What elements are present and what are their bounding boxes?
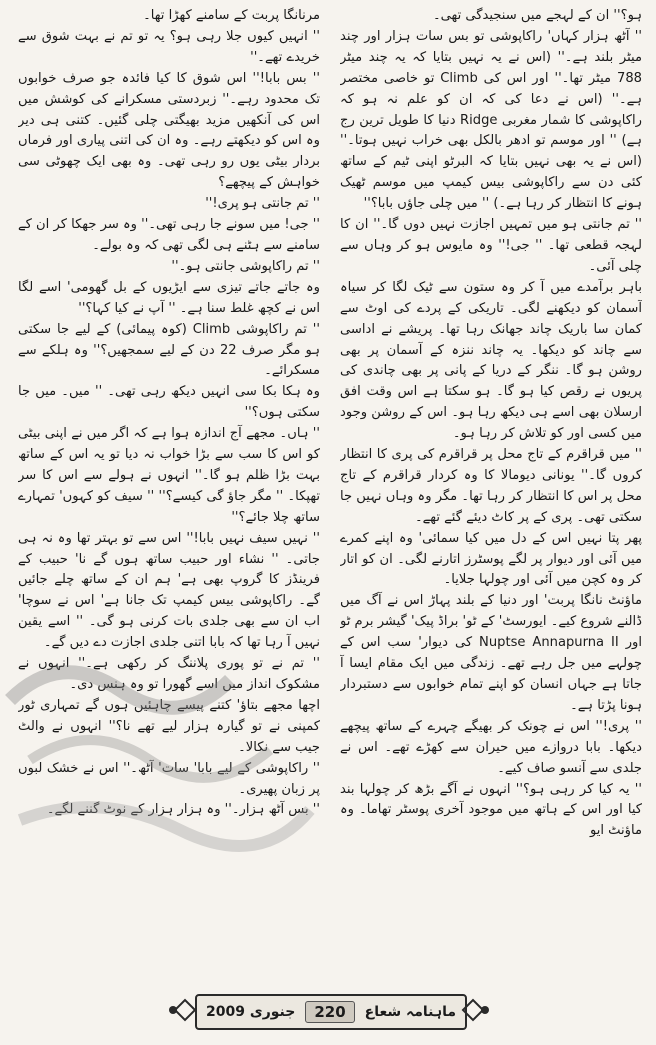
paragraph: ماؤنٹ نانگا پربت' اور دنیا کے بلند پہاڑ اس نے آگ میں ڈالنے شروع کیے۔ ایورسٹ' کے ٹو' براڈ پیک' گیشر برم ٹو اور Nuptse Annapurna II کی دیوار' سب اس کے چولہے میں جل رہے تھے۔ زندگی میں ایک مقام ایسا آ جاتا ہے جہاں انسان کو اپنے تمام خوابوں سے دستبردار ہونا پڑتا ہے۔ xyxy=(340,593,642,713)
paragraph: '' یہ کیا کر رہی ہو؟'' انہوں نے آگے بڑھ کر چولہا بند کیا اور اس کے ہاتھ میں موجود آخری پوسٹر تھاما۔ وہ ماؤنٹ ایو xyxy=(340,781,642,839)
paragraph: '' تم راکاپوشی جانتی ہو۔'' xyxy=(171,258,320,274)
paragraph: '' راکاپوشی کے لیے بابا' سات' آٹھ۔'' اس نے خشک لبوں پر زبان پھیری۔ xyxy=(18,760,320,797)
paragraph: '' تم نے تو پوری پلاننگ کر رکھی ہے۔'' انہوں نے مشکوک انداز میں اسے گھورا تو وہ ہنس دی۔ xyxy=(18,656,320,692)
page-number: 220 xyxy=(305,1001,354,1023)
paragraph: وہ ہکا بکا سی انہیں دیکھ رہی تھی۔ '' میں۔ میں جا سکتی ہوں؟'' xyxy=(18,384,320,421)
page-footer xyxy=(195,994,467,1030)
magazine-name: ماہنامہ شعاع xyxy=(364,1004,456,1020)
paragraph: پھر پتا نہیں اس کے دل میں کیا سمائی' وہ اپنے کمرے میں آئی اور دیوار پر لگے پوسٹرز اتارنے لگی۔ ان کو اتار کر وہ کچن میں آئی اور چولہا جلایا۔ xyxy=(340,530,642,588)
paragraph: مرنانگا پربت کے سامنے کھڑا تھا۔ xyxy=(143,8,320,23)
paragraph: '' پری!'' اس نے چونک کر بھیگے چہرے کے ساتھ پیچھے دیکھا۔ بابا دروازے میں حیران سے کھڑے تھے۔ اس نے جلدی سے آنسو صاف کیے۔ xyxy=(340,718,642,776)
issue-date: جنوری 2009 xyxy=(206,1004,296,1020)
paragraph: '' تم جانتی ہو پری!'' xyxy=(205,196,320,212)
paragraph: '' انہیں کیوں جلا رہی ہو؟ یہ تو تم نے بہت شوق سے خریدے تھے۔'' xyxy=(18,28,320,65)
paragraph: '' میں قراقرم کے تاج محل پر قراقرم کی پری کا انتظار کروں گا۔'' یونانی دیومالا کا وہ کردار قراقرم کے تاج محل پر اس کا انتظار کر رہا تھا۔ مگر وہ وہاں نہیں جا سکتی تھی۔ پری کے پر کاٹ دیئے گئے تھے۔ xyxy=(340,447,642,525)
paragraph: '' آٹھ ہزار کہاں' راکاپوشی تو بس سات ہزار اور چند میٹر بلند ہے۔'' (اس نے یہ نہیں بتایا کہ یہ چند میٹر 788 میٹر تھا۔'' اور اس کی Climb تو خاصی مختصر ہے۔'' (اس نے دعا کی کہ ان کو علم نہ ہو کہ راکاپوشی کا شمار مغربی Ridge دنیا کا طویل ترین رج ہے) '' اور موسم تو ادھر بالکل بھی خراب نہیں ہوتا۔'' (اس نے یہ بھی نہیں بتایا کہ البرٹو اپنی ٹیم کے ساتھ کئی دن سے راکاپوشی بیس کیمپ میں موسم ٹھیک ہونے کا انتظار کر رہا ہے۔) '' میں چلی جاؤں بابا؟'' xyxy=(340,28,642,212)
paragraph: ہو؟'' ان کے لہجے میں سنجیدگی تھی۔ xyxy=(432,8,642,23)
paragraph: '' بس بابا!'' اس شوق کا کیا فائدہ جو صرف خوابوں تک محدود رہے۔'' زبردستی مسکرانے کی کوشش میں اس کی آنکھیں مزید بھیگتی چلی گئیں۔ کتنی ہی دیر وہ اس کو دیکھتے رہے۔ وہ ان کی اتنی پیاری اور فرماں بردار بیٹی یوں رو رہی تھی۔ وہ بھی ایک چھوٹی سی خواہش کے پیچھے؟ xyxy=(18,70,320,191)
paragraph: '' بس آٹھ ہزار۔'' وہ ہزار ہزار کے نوٹ گننے لگے۔ xyxy=(46,802,320,818)
paragraph: '' جی! میں سونے جا رہی تھی۔'' وہ سر جھکا کر ان کے سامنے سے ہٹنے ہی لگی تھی کہ وہ بولے۔ xyxy=(18,217,320,253)
paragraph: وہ جاتے جاتے تیزی سے ایڑیوں کے بل گھومی' اسے لگا اس نے کچھ غلط سنا ہے۔ '' آپ نے کیا کہا؟'' xyxy=(18,279,320,316)
paragraph: اچھا مجھے بتاؤ' کتنے پیسے چاہئیں ہوں گے تمہاری ٹور کمپنی نے تو گیارہ ہزار لیے تھے نا؟'' انہوں نے والٹ جیب سے نکالا۔ xyxy=(18,697,320,755)
left-ornament-icon xyxy=(167,996,197,1024)
left-text-column xyxy=(18,6,320,981)
paragraph: '' تم راکاپوشی Climb (کوہ پیمائی) کے لیے جا سکتی ہو مگر صرف 22 دن کے لیے سمجھیں؟'' وہ ہلکے سے مسکرائے۔ xyxy=(18,321,320,379)
paragraph: باہر برآمدے میں آ کر وہ ستون سے ٹیک لگا کر سیاہ آسمان کو دیکھنے لگی۔ تاریکی کے پردے کی اوٹ سے کمان سا باریک چاند جھانک رہا تھا۔ پریشے نے اداسی سے چاند کو دیکھا۔ یہ چاند ننزہ کے آسمان پر بھی روشن ہو گا۔ ننگر کے دریا کے پانی پر بھی چاندی کی پریوں نے رقص کیا ہو گا۔ ہو سکتا ہے اس وقت افق ارسلان بھی اسے ہی دیکھ رہا ہو۔ اس کے روشن وجود میں کسی اور کو تلاش کر رہا ہو۔ xyxy=(340,279,642,442)
right-text-column xyxy=(340,6,642,981)
paragraph: '' نہیں سیف نہیں بابا!'' اس سے تو بہتر تھا وہ نہ ہی جاتی۔ '' نشاء اور حبیب ساتھ ہوں گے نا' حبیب کے فرینڈز کا گروپ بھی ہے' ہم ان کے ساتھ چلے جائیں گے۔ راکاپوشی بیس کیمپ تک جانا ہے' اس نے سوچا' اب ان سے بھی جلدی بات کرنی ہو گی۔ '' اسے یقین نہیں آ رہا تھا کہ بابا اتنی جلدی اجازت دے دیں گے۔ xyxy=(18,530,320,651)
paragraph: '' ہاں۔ مجھے آج اندازہ ہوا ہے کہ اگر میں نے اپنی بیٹی کو اس کا سب سے بڑا خواب نہ دیا تو یہ اس کے ساتھ بہت بڑا ظلم ہو گا۔'' انہوں نے ہولے سے اس کا سر تھپکا۔ '' مگر جاؤ گی کیسے؟'' '' سیف کو کہوں' تمہارے ساتھ چلا جائے؟'' xyxy=(18,426,320,525)
right-ornament-icon xyxy=(461,996,491,1024)
paragraph: '' تم جانتی ہو میں تمہیں اجازت نہیں دوں گا۔'' ان کا لہجہ قطعی تھا۔ '' جی!'' وہ مایوس ہو کر وہاں سے چلی آئی۔ xyxy=(340,217,642,274)
